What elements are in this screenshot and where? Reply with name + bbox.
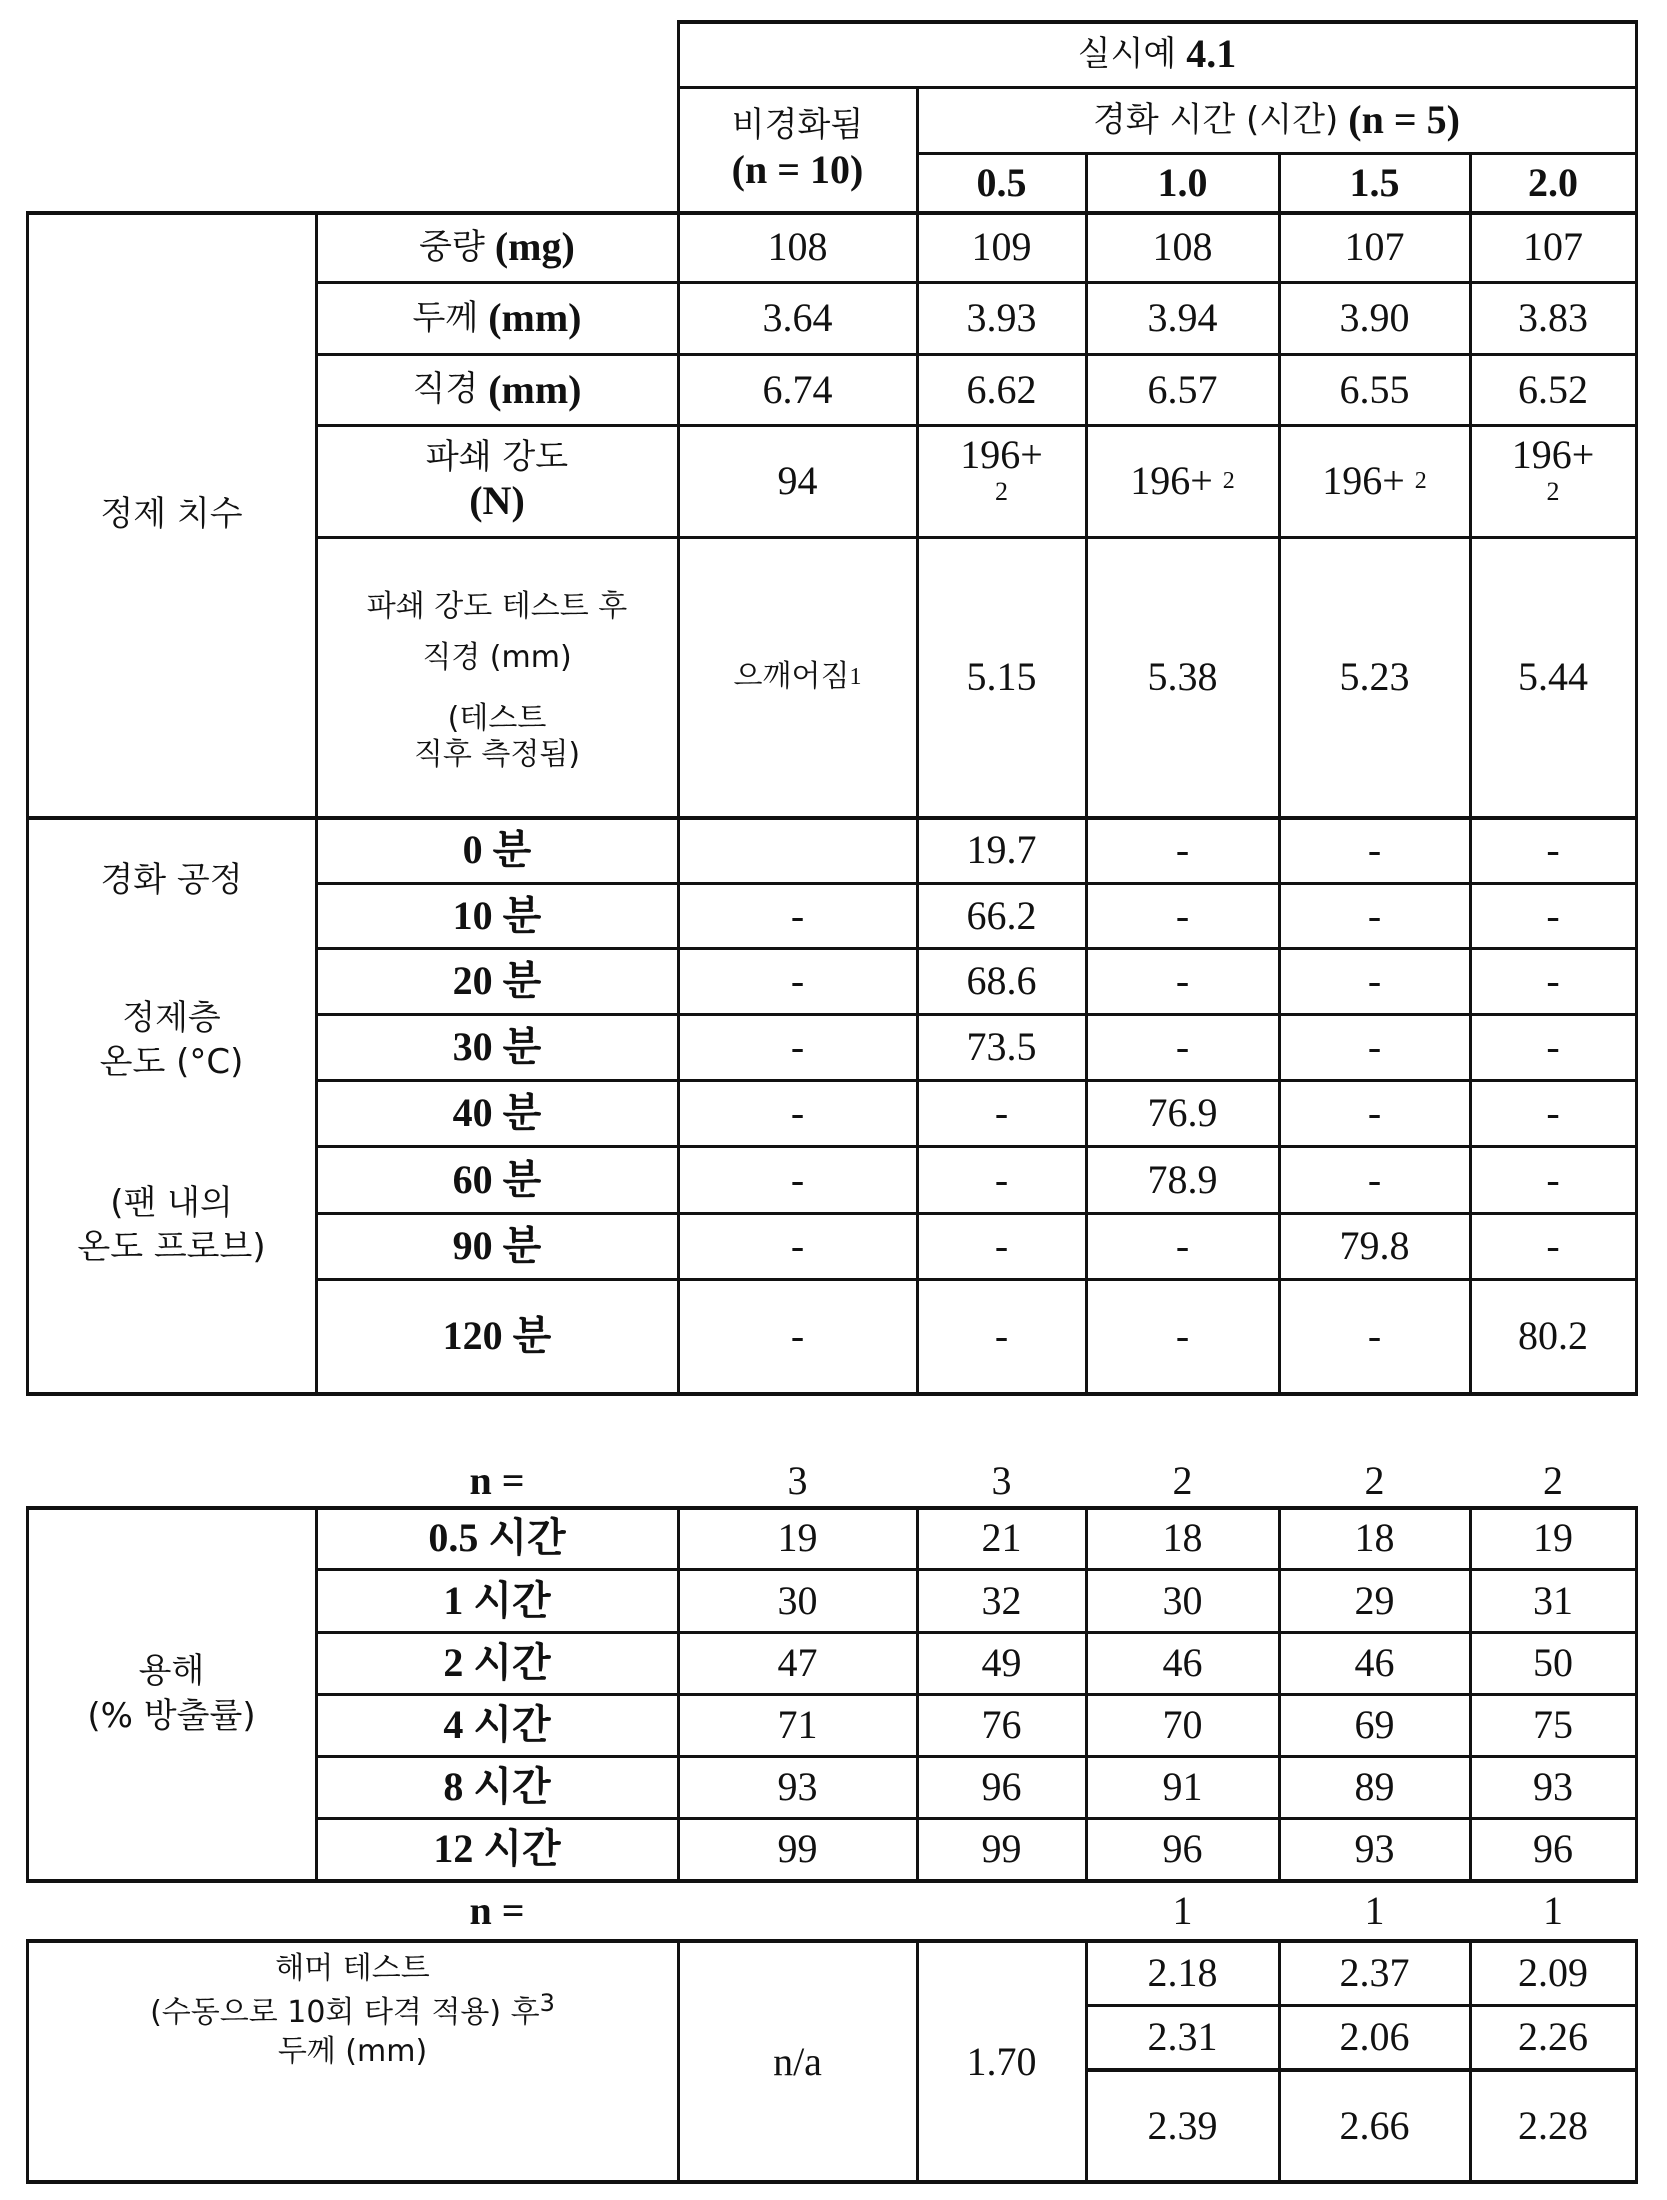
- curing-value: 73.5: [966, 1024, 1037, 1069]
- curing-time: 10 분: [452, 892, 542, 938]
- thickness-1.5: 3.90: [1339, 295, 1410, 340]
- curing-value: -: [790, 1024, 805, 1069]
- curing-value: -: [1546, 958, 1560, 1003]
- dissolution-value: 99: [777, 1826, 818, 1871]
- curing-value: -: [1367, 827, 1382, 872]
- breaking-1.0: 196+ 2: [1130, 458, 1235, 503]
- dissolution-value: 30: [777, 1577, 818, 1623]
- weight-uncured: 108: [767, 224, 828, 269]
- curing-value: -: [1367, 1090, 1382, 1135]
- curing-value: -: [790, 892, 805, 938]
- after-break-1.5: 5.23: [1339, 654, 1410, 699]
- bed-temp-label: 정제층 온도 (°C): [99, 997, 244, 1082]
- after-break-2.0: 5.44: [1518, 654, 1588, 699]
- dissolution-value: 70: [1162, 1702, 1203, 1747]
- curing-value: -: [1546, 892, 1560, 938]
- curing-value: -: [790, 958, 805, 1003]
- curing-value: -: [1175, 827, 1190, 872]
- curing-value: 78.9: [1147, 1156, 1218, 1202]
- dissolution-value: 32: [981, 1577, 1022, 1623]
- hammer-value: 2.28: [1518, 2102, 1588, 2148]
- hammer-value: 2.06: [1339, 2014, 1410, 2059]
- curing-value: -: [1175, 1313, 1190, 1358]
- diameter-0.5: 6.62: [966, 366, 1037, 412]
- weight-2.0: 107: [1523, 224, 1583, 269]
- uncured-header: 비경화됨 (n = 10): [731, 105, 864, 192]
- curing-value: -: [994, 1313, 1009, 1358]
- hammer-value: 2.66: [1339, 2102, 1410, 2148]
- dissolution-time: 0.5 시간: [428, 1515, 566, 1560]
- probe-label: (팬 내의 온도 프로브): [77, 1182, 266, 1267]
- dissolution-value: 46: [1354, 1640, 1395, 1685]
- dissolution-value: 75: [1533, 1702, 1573, 1747]
- curing-value: [678, 817, 917, 883]
- dissolution-value: 93: [1354, 1826, 1395, 1871]
- dissolution-value: 18: [1162, 1515, 1203, 1560]
- curing-value: -: [790, 1090, 805, 1135]
- curing-value: -: [1367, 1156, 1382, 1202]
- footnote-marker: 2: [1414, 467, 1427, 494]
- row-label-diameter-after-break: 파쇄 강도 테스트 후 직경 (mm) (테스트 직후 측정됨): [366, 589, 628, 772]
- dissolution-value: 30: [1162, 1577, 1203, 1623]
- dissolution-value: 31: [1533, 1577, 1573, 1623]
- curing-value: -: [994, 1090, 1009, 1135]
- curing-value: -: [1175, 892, 1190, 938]
- curing-value: -: [1546, 1090, 1560, 1135]
- dissolution-value: 18: [1354, 1515, 1395, 1560]
- dissolution-value: 47: [777, 1640, 818, 1685]
- diameter-1.5: 6.55: [1339, 366, 1410, 412]
- hammer-value: 2.26: [1518, 2014, 1588, 2059]
- dissolution-time: 4 시간: [443, 1702, 551, 1747]
- curing-time: 40 분: [452, 1090, 542, 1135]
- curing-value: -: [1546, 1156, 1560, 1202]
- curing-time: 0 분: [462, 827, 532, 872]
- curing-time: 60 분: [452, 1156, 542, 1202]
- row-label-breaking-strength: 파쇄 강도 (N): [425, 436, 569, 524]
- dissolution-value: 21: [981, 1515, 1022, 1560]
- n-label: n =: [469, 1458, 525, 1503]
- n-value: 1: [1172, 1887, 1193, 1933]
- dissolution-value: 89: [1354, 1764, 1395, 1809]
- dissolution-value: 91: [1162, 1764, 1203, 1809]
- dissolution-value: 93: [777, 1764, 818, 1809]
- curing-value: -: [790, 1223, 805, 1268]
- curing-value: -: [1367, 958, 1382, 1003]
- n-value: 2: [1364, 1458, 1385, 1503]
- n-value: 3: [991, 1458, 1012, 1503]
- curing-value: -: [790, 1156, 805, 1202]
- curing-value: -: [1175, 958, 1190, 1003]
- footnote-marker: 2: [995, 477, 1008, 506]
- cure-time-1.0: 1.0: [1157, 159, 1208, 205]
- curing-value: -: [994, 1223, 1009, 1268]
- curing-value: -: [790, 1313, 805, 1358]
- breaking-1.5: 196+ 2: [1322, 458, 1427, 503]
- cure-time-2.0: 2.0: [1528, 159, 1578, 205]
- n-value: 3: [787, 1458, 808, 1503]
- dissolution-value: 96: [981, 1764, 1022, 1809]
- curing-value: 66.2: [966, 892, 1037, 938]
- dissolution-value: 96: [1162, 1826, 1203, 1871]
- footnote-marker: 2: [1546, 477, 1560, 506]
- after-break-0.5: 5.15: [966, 654, 1037, 699]
- example-title: 실시예 4.1: [1077, 31, 1237, 76]
- curing-time: 30 분: [452, 1024, 542, 1069]
- breaking-2.0: 196+ 2: [1511, 432, 1595, 506]
- n-value: 1: [1364, 1887, 1385, 1933]
- hammer-value: 2.18: [1147, 1950, 1218, 1995]
- dissolution-time: 12 시간: [433, 1826, 561, 1871]
- hammer-value: 2.31: [1147, 2014, 1218, 2059]
- row-label-weight: 중량 (mg): [419, 224, 575, 269]
- dissolution-time: 2 시간: [443, 1640, 551, 1685]
- curing-value: -: [994, 1156, 1009, 1202]
- dissolution-value: 46: [1162, 1640, 1203, 1685]
- dissolution-value: 29: [1354, 1577, 1395, 1623]
- curing-time: 120 분: [442, 1313, 552, 1358]
- curing-value: -: [1546, 1223, 1560, 1268]
- dissolution-value: 50: [1533, 1640, 1573, 1685]
- dissolution-value: 96: [1533, 1826, 1573, 1871]
- thickness-0.5: 3.93: [966, 295, 1037, 340]
- weight-1.5: 107: [1344, 224, 1405, 269]
- curing-value: -: [1546, 827, 1560, 872]
- curing-label: 경화 공정: [100, 859, 243, 900]
- curing-value: 76.9: [1147, 1090, 1218, 1135]
- curing-value: -: [1367, 892, 1382, 938]
- dissolution-value: 19: [777, 1515, 818, 1560]
- diameter-2.0: 6.52: [1518, 366, 1588, 412]
- dissolution-time: 1 시간: [443, 1577, 551, 1623]
- hammer-value: 2.37: [1339, 1950, 1410, 1995]
- cure-time-header: 경화 시간 (시간) (n = 5): [1093, 97, 1460, 142]
- after-break-uncured: 으깨어짐 1: [733, 659, 862, 694]
- dissolution-group-label: 용해 (% 방출률): [87, 1651, 256, 1736]
- dissolution-value: 93: [1533, 1764, 1573, 1809]
- hammer-test-label: 해머 테스트 (수동으로 10회 타격 적용) 후$^3$ 두께 (mm): [150, 1951, 555, 2069]
- diameter-1.0: 6.57: [1147, 366, 1218, 412]
- curing-value: 68.6: [966, 958, 1037, 1003]
- n-value: 2: [1543, 1458, 1563, 1503]
- footnote-marker: 1: [849, 663, 862, 690]
- row-label-diameter: 직경 (mm): [412, 366, 582, 412]
- dissolution-value: 99: [981, 1826, 1022, 1871]
- breaking-uncured: 94: [777, 458, 818, 503]
- n-label: n =: [469, 1887, 525, 1933]
- dissolution-value: 69: [1354, 1702, 1395, 1747]
- hammer-uncured: n/a: [773, 2038, 822, 2084]
- curing-value: 80.2: [1518, 1313, 1588, 1358]
- thickness-2.0: 3.83: [1518, 295, 1588, 340]
- dissolution-value: 49: [981, 1640, 1022, 1685]
- dissolution-value: 19: [1533, 1515, 1573, 1560]
- weight-1.0: 108: [1152, 224, 1213, 269]
- hammer-value: 2.09: [1518, 1950, 1588, 1995]
- curing-value: -: [1367, 1313, 1382, 1358]
- curing-time: 90 분: [452, 1223, 542, 1268]
- n-value: 1: [1543, 1887, 1563, 1933]
- footnote-marker: 2: [1222, 467, 1235, 494]
- hammer-0.5: 1.70: [966, 2038, 1037, 2084]
- curing-value: 79.8: [1339, 1223, 1410, 1268]
- curing-time: 20 분: [452, 958, 542, 1003]
- row-label-thickness: 두께 (mm): [412, 295, 582, 340]
- cure-time-0.5: 0.5: [976, 159, 1027, 205]
- dissolution-time: 8 시간: [443, 1764, 551, 1809]
- weight-0.5: 109: [971, 224, 1032, 269]
- curing-value: 19.7: [966, 827, 1037, 872]
- curing-value: -: [1367, 1024, 1382, 1069]
- thickness-1.0: 3.94: [1147, 295, 1218, 340]
- hammer-value: 2.39: [1147, 2102, 1218, 2148]
- curing-value: -: [1546, 1024, 1560, 1069]
- curing-value: -: [1175, 1223, 1190, 1268]
- breaking-0.5: 196+ 2: [960, 432, 1043, 506]
- diameter-uncured: 6.74: [762, 366, 833, 412]
- n-value: 2: [1172, 1458, 1193, 1503]
- dissolution-value: 76: [981, 1702, 1022, 1747]
- thickness-uncured: 3.64: [762, 295, 833, 340]
- dissolution-value: 71: [777, 1702, 818, 1747]
- after-break-1.0: 5.38: [1147, 654, 1218, 699]
- curing-value: -: [1175, 1024, 1190, 1069]
- cure-time-1.5: 1.5: [1349, 159, 1400, 205]
- tablet-dims-group-label: 정제 치수: [100, 494, 243, 535]
- footnote-marker: 3: [539, 1989, 555, 2017]
